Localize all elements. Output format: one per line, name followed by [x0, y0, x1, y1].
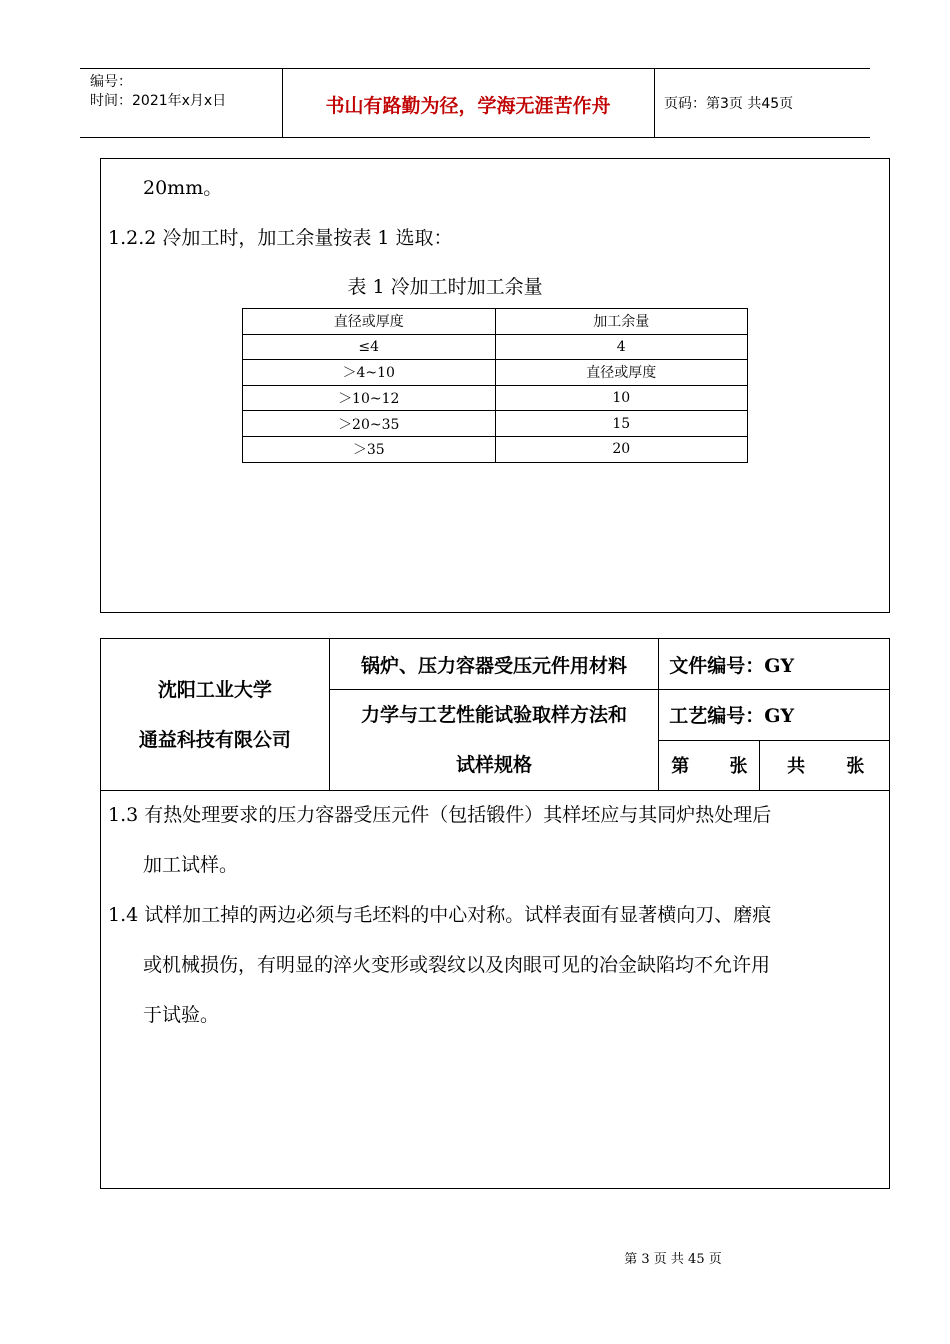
table-cell: 直径或厚度: [495, 360, 748, 386]
table-header-cell: 直径或厚度: [243, 309, 496, 335]
table-cell: 20: [495, 436, 748, 462]
organization-name: 通益科技有限公司: [138, 728, 291, 751]
paragraph-line: 1.3 有热处理要求的压力容器受压元件（包括锻件）其样坯应与其同炉热处理后: [108, 804, 772, 826]
number-label: 编号：: [90, 74, 132, 90]
paragraph-line: 或机械损伤，有明显的淬火变形或裂纹以及肉眼可见的冶金缺陷均不允许用: [143, 954, 771, 976]
sheet-label: 第: [671, 756, 690, 778]
page-label: 页码：第3页 共45页: [664, 96, 794, 112]
text-line: 20mm。: [143, 177, 223, 199]
total-sheets-cell: [760, 740, 890, 791]
table-cell: ＞35: [243, 436, 496, 462]
table-row: [243, 385, 748, 411]
total-label: 共: [787, 756, 806, 778]
table-cell: ≤4: [243, 334, 496, 360]
table-row: [243, 334, 748, 360]
document-title-cell: [329, 690, 659, 791]
table-cell: 10: [495, 385, 748, 411]
allowance-table: [242, 308, 748, 463]
table-caption: 表 1 冷加工时加工余量: [347, 276, 543, 298]
text-line: 1.2.2 冷加工时，加工余量按表 1 选取：: [108, 227, 453, 249]
table-header-row: [243, 309, 748, 335]
table-header-cell: 加工余量: [495, 309, 748, 335]
paragraph-line: 加工试样。: [143, 854, 239, 876]
table-row: [243, 411, 748, 437]
page-header: [80, 68, 870, 138]
table-row: [243, 360, 748, 386]
paragraph-line: 1.4 试样加工掉的两边必须与毛坯料的中心对称。试样表面有显著横向刀、磨痕: [108, 904, 772, 926]
table-cell: ＞10~12: [243, 385, 496, 411]
document-title-line: 锅炉、压力容器受压元件用材料: [329, 639, 659, 690]
table-cell: ＞4~10: [243, 360, 496, 386]
document-title-line: 试样规格: [455, 754, 532, 776]
table-cell: ＞20~35: [243, 411, 496, 437]
table-cell: 15: [495, 411, 748, 437]
table-cell: 4: [495, 334, 748, 360]
header-divider: [654, 69, 655, 137]
sheet-number-cell: [659, 740, 760, 791]
motto: 书山有路勤为径，学海无涯苦作舟: [325, 95, 611, 117]
document-number: 文件编号：GY: [659, 639, 890, 690]
sheet-unit: 张: [729, 756, 748, 778]
title-block: [100, 638, 890, 791]
organization-name: 沈阳工业大学: [157, 678, 272, 701]
document-title-line: 力学与工艺性能试验取样方法和: [360, 704, 627, 726]
total-unit: 张: [846, 756, 865, 778]
process-number: 工艺编号：GY: [659, 690, 890, 741]
table-row: [243, 436, 748, 462]
paragraph-line: 于试验。: [143, 1004, 220, 1026]
page-footer: 第 3 页 共 45 页: [624, 1252, 722, 1267]
time-label: 时间：2021年x月x日: [90, 93, 227, 109]
organization-cell: [101, 639, 330, 791]
